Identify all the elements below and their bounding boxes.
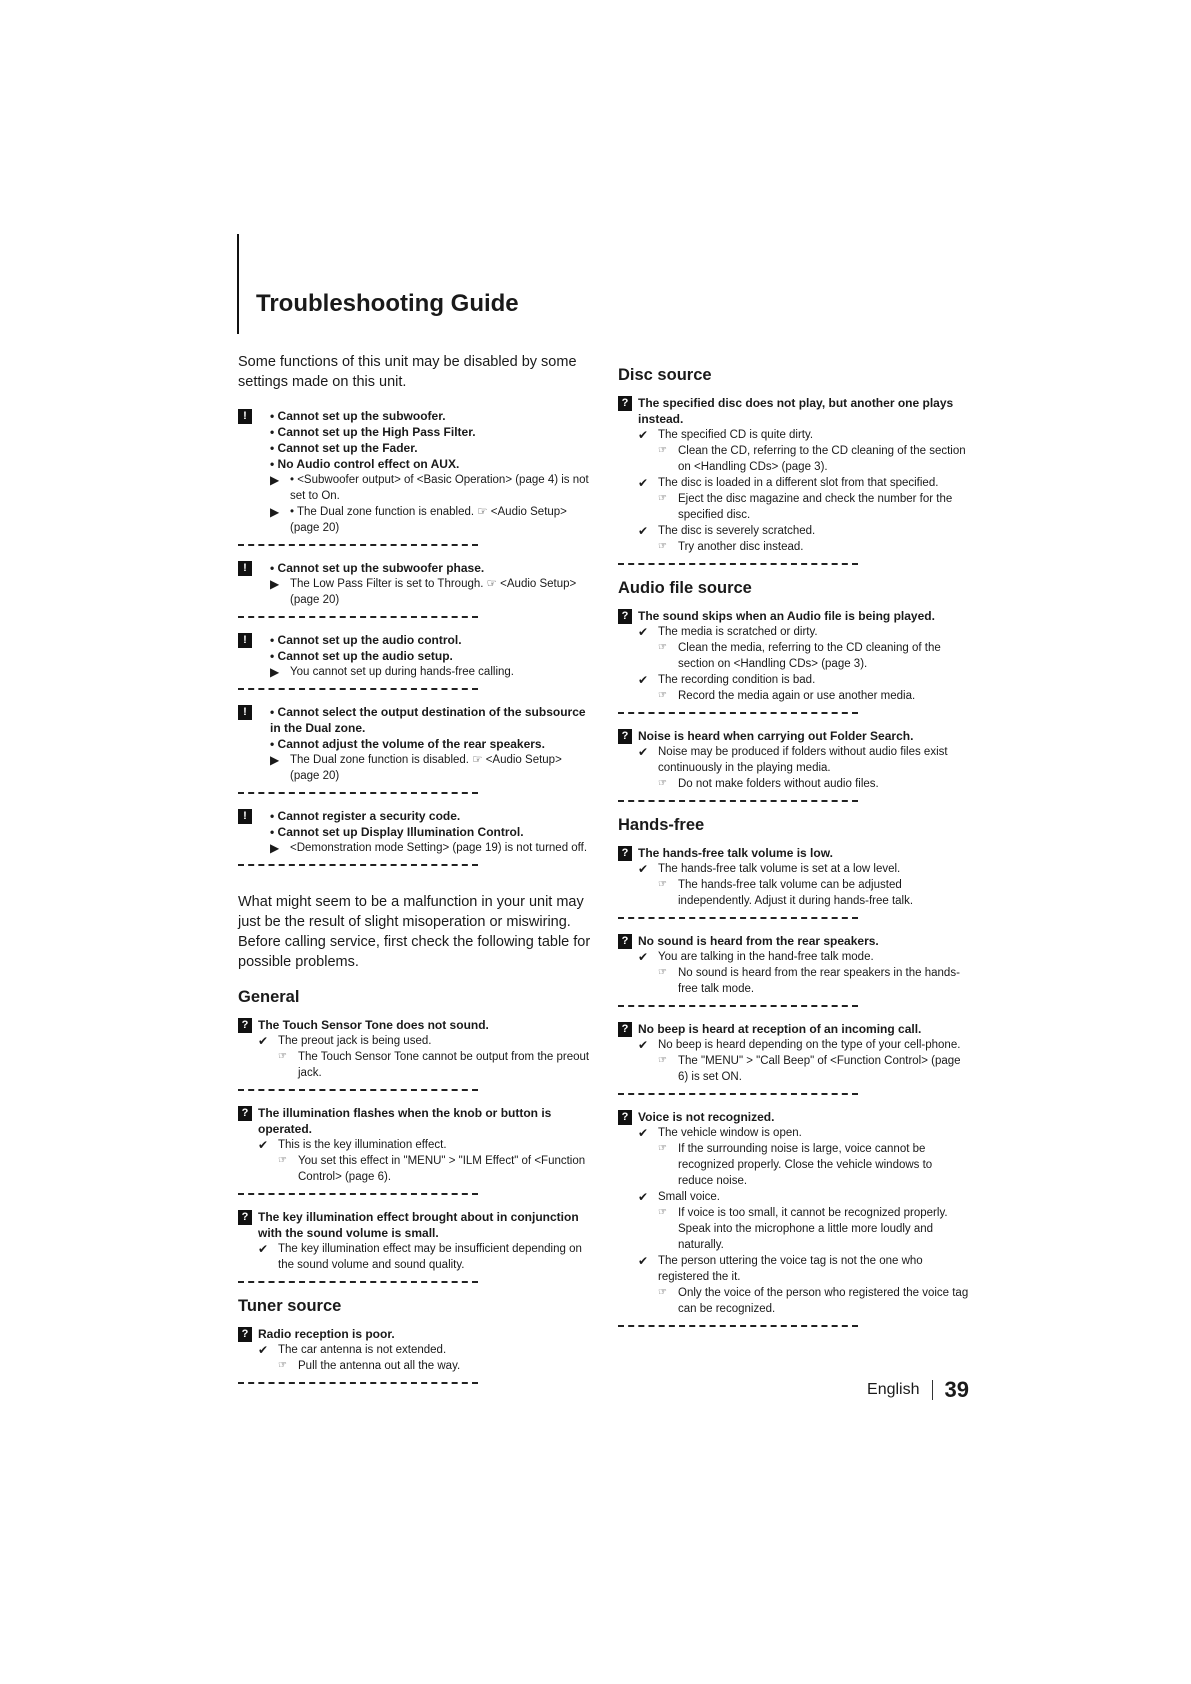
remedy-text: Pull the antenna out all the way. <box>298 1360 461 1372</box>
disabled-functions <box>238 408 593 866</box>
question-icon: ? <box>618 1110 632 1125</box>
pointing-hand-icon: ☞ <box>278 1155 287 1166</box>
remedy-text: Try another disc instead. <box>678 541 804 553</box>
remedy-text: If the surrounding noise is large, voice cannot be recognized properly. Close the vehicle windows to reduce noise. <box>678 1143 933 1187</box>
dashed-separator <box>238 544 478 546</box>
question-icon: ? <box>618 1022 632 1037</box>
page-number: 39 <box>944 1377 969 1402</box>
check-icon: ✔ <box>638 673 649 687</box>
remedy-line <box>638 1285 970 1317</box>
disabled-block <box>238 560 593 608</box>
cause-line <box>638 861 970 877</box>
problem-block <box>238 1209 593 1273</box>
remedy-text: Do not make folders without audio files. <box>678 778 879 790</box>
pointing-hand-icon: ☞ <box>278 1051 287 1062</box>
remedy-text: You set this effect in "MENU" > "ILM Effect" of <Function Control> (page 6). <box>298 1155 586 1183</box>
pointing-hand-icon: ☞ <box>658 1207 667 1218</box>
page-title: Troubleshooting Guide <box>256 290 519 317</box>
check-icon: ✔ <box>638 625 649 639</box>
pointing-hand-icon: ☞ <box>658 690 667 701</box>
disabled-item: • Cannot set up the Fader. <box>270 441 418 455</box>
check-icon: ✔ <box>638 524 649 538</box>
dashed-separator <box>618 1325 858 1327</box>
remedy-line <box>258 1358 593 1374</box>
problem-title: The sound skips when an Audio file is being played. <box>638 609 935 623</box>
cause-text: The hands-free talk volume is set at a low level. <box>658 863 901 875</box>
question-icon: ? <box>618 729 632 744</box>
cause-line <box>638 1125 970 1141</box>
exclamation-icon: ! <box>238 409 252 424</box>
pointing-hand-icon: ☞ <box>278 1360 287 1371</box>
dashed-separator <box>618 1093 858 1095</box>
disabled-intro: Some functions of this unit may be disabled by some settings made on this unit. <box>238 354 577 390</box>
disabled-item: • Cannot set up the subwoofer. <box>270 409 446 423</box>
section-title: Disc source <box>618 366 712 384</box>
pointing-hand-icon: ☞ <box>658 541 667 552</box>
question-icon: ? <box>618 846 632 861</box>
problem-title: The specified disc does not play, but another one plays instead. <box>638 396 954 426</box>
remedy-line <box>258 1049 593 1081</box>
cause-text: The vehicle window is open. <box>658 1127 802 1139</box>
check-icon: ✔ <box>638 1254 649 1268</box>
pointing-hand-icon: ☞ <box>658 445 667 456</box>
cause-text: The media is scratched or dirty. <box>658 626 818 638</box>
problem-block <box>618 1021 970 1085</box>
footer-language: English <box>867 1381 920 1399</box>
remedy-line <box>638 877 970 909</box>
remedy-text: Clean the CD, referring to the CD cleaning of the section on <Handling CDs> (page 3). <box>678 445 966 473</box>
cause-line <box>270 752 593 784</box>
problem-block <box>238 1326 593 1374</box>
left-column <box>238 352 593 1398</box>
dashed-separator <box>238 792 478 794</box>
dashed-separator <box>238 864 478 866</box>
remedy-line <box>638 688 970 704</box>
problem-title: Voice is not recognized. <box>638 1110 775 1124</box>
problem-block <box>618 845 970 909</box>
remedy-line <box>638 776 970 792</box>
dashed-separator <box>238 1382 478 1384</box>
remedy-text: Record the media again or use another media. <box>678 690 916 702</box>
arrow-icon: ▶ <box>270 665 280 679</box>
problem-block <box>618 728 970 792</box>
disabled-item: • Cannot register a security code. <box>270 809 461 823</box>
problem-block <box>618 608 970 704</box>
disabled-block <box>238 704 593 784</box>
cause-line <box>638 523 970 539</box>
dashed-separator <box>618 1005 858 1007</box>
dashed-separator <box>618 917 858 919</box>
cause-line <box>270 472 593 504</box>
remedy-line <box>638 1141 970 1189</box>
question-icon: ? <box>618 609 632 624</box>
cause-line <box>638 1037 970 1053</box>
pointing-hand-icon: ☞ <box>658 1287 667 1298</box>
check-icon: ✔ <box>638 1190 649 1204</box>
cause-line <box>638 744 970 776</box>
problem-title: No beep is heard at reception of an incoming call. <box>638 1022 922 1036</box>
page-footer <box>867 1377 969 1403</box>
cause-line <box>638 475 970 491</box>
remedy-line <box>638 965 970 997</box>
disabled-item: • No Audio control effect on AUX. <box>270 457 460 471</box>
cause-text: The specified CD is quite dirty. <box>658 429 814 441</box>
pointing-hand-icon: ☞ <box>658 1055 667 1066</box>
cause-line <box>638 949 970 965</box>
cause-line <box>638 672 970 688</box>
cause-line <box>270 576 593 608</box>
problem-title: The Touch Sensor Tone does not sound. <box>258 1018 489 1032</box>
cause-line <box>638 1189 970 1205</box>
problem-block <box>618 1109 970 1317</box>
exclamation-icon: ! <box>238 705 252 720</box>
pointing-hand-icon: ☞ <box>658 642 667 653</box>
remedy-line <box>638 539 970 555</box>
remedy-text: Only the voice of the person who registered the voice tag can be recognized. <box>678 1287 969 1315</box>
remedy-text: Clean the media, referring to the CD cleaning of the section on <Handling CDs> (page 3). <box>678 642 941 670</box>
check-icon: ✔ <box>638 1126 649 1140</box>
cause-line <box>270 664 593 680</box>
dashed-separator <box>238 688 478 690</box>
question-icon: ? <box>238 1210 252 1225</box>
cause-text: No beep is heard depending on the type of your cell-phone. <box>658 1039 961 1051</box>
remedy-text: Eject the disc magazine and check the number for the specified disc. <box>678 493 953 521</box>
cause-text: The car antenna is not extended. <box>278 1344 447 1356</box>
cause-text: <Demonstration mode Setting> (page 19) is not turned off. <box>290 842 588 854</box>
remedy-line <box>638 1205 970 1253</box>
cause-line <box>638 624 970 640</box>
disabled-item: • Cannot set up the subwoofer phase. <box>270 561 485 575</box>
dashed-separator <box>238 1089 478 1091</box>
cause-line <box>270 504 593 536</box>
cause-text: The disc is loaded in a different slot from that specified. <box>658 477 939 489</box>
section-title: Audio file source <box>618 579 752 597</box>
disabled-item: • Cannot set up Display Illumination Control. <box>270 825 524 839</box>
check-icon: ✔ <box>638 745 649 759</box>
question-icon: ? <box>238 1018 252 1033</box>
left-sections <box>238 988 593 1384</box>
right-column <box>618 352 970 1341</box>
cause-text: Small voice. <box>658 1191 720 1203</box>
check-icon: ✔ <box>258 1242 269 1256</box>
problem-block <box>618 395 970 555</box>
disabled-item: • Cannot set up the audio setup. <box>270 649 453 663</box>
check-icon: ✔ <box>638 428 649 442</box>
check-icon: ✔ <box>258 1034 269 1048</box>
exclamation-icon: ! <box>238 809 252 824</box>
check-icon: ✔ <box>638 950 649 964</box>
remedy-line <box>258 1153 593 1185</box>
dashed-separator <box>238 1281 478 1283</box>
problem-title: No sound is heard from the rear speakers. <box>638 934 879 948</box>
question-icon: ? <box>618 396 632 411</box>
question-icon: ? <box>238 1106 252 1121</box>
cause-text: • The Dual zone function is enabled. ☞ <Audio Setup> (page 20) <box>290 506 567 534</box>
exclamation-icon: ! <box>238 633 252 648</box>
check-icon: ✔ <box>638 1038 649 1052</box>
pointing-hand-icon: ☞ <box>658 778 667 789</box>
disabled-item: • Cannot set up the High Pass Filter. <box>270 425 476 439</box>
pointing-hand-icon: ☞ <box>658 879 667 890</box>
remedy-line <box>638 640 970 672</box>
cause-text: The recording condition is bad. <box>658 674 816 686</box>
cause-line <box>258 1342 593 1358</box>
remedy-text: If voice is too small, it cannot be recognized properly. Speak into the microphone a little more loudly and naturally. <box>678 1207 948 1251</box>
cause-text: Noise may be produced if folders without audio files exist continuously in the playing media. <box>658 746 948 774</box>
cause-line <box>258 1033 593 1049</box>
cause-line <box>638 1253 970 1285</box>
cause-text: The person uttering the voice tag is not the one who registered the it. <box>658 1255 923 1283</box>
cause-text: You are talking in the hand-free talk mode. <box>658 951 874 963</box>
cause-text: The key illumination effect may be insufficient depending on the sound volume and sound quality. <box>278 1243 582 1271</box>
exclamation-icon: ! <box>238 561 252 576</box>
dashed-separator <box>238 616 478 618</box>
question-icon: ? <box>618 934 632 949</box>
dashed-separator <box>618 800 858 802</box>
cause-text: The disc is severely scratched. <box>658 525 816 537</box>
remedy-line <box>638 443 970 475</box>
malfunction-intro: What might seem to be a malfunction in your unit may just be the result of slight misoperation or miswiring. Before calling service, first check the following table for possible problems. <box>238 894 591 970</box>
section-title: Hands-free <box>618 816 705 834</box>
problem-title: The illumination flashes when the knob or button is operated. <box>258 1106 552 1136</box>
remedy-text: The Touch Sensor Tone cannot be output from the preout jack. <box>298 1051 590 1079</box>
cause-line <box>270 840 593 856</box>
dashed-separator <box>618 712 858 714</box>
pointing-hand-icon: ☞ <box>658 1143 667 1154</box>
problem-title: The hands-free talk volume is low. <box>638 846 833 860</box>
pointing-hand-icon: ☞ <box>658 967 667 978</box>
problem-title: Noise is heard when carrying out Folder Search. <box>638 729 914 743</box>
cause-text: The Low Pass Filter is set to Through. ☞ <Audio Setup> (page 20) <box>290 578 577 606</box>
cause-text: You cannot set up during hands-free calling. <box>290 666 514 678</box>
dashed-separator <box>238 1193 478 1195</box>
arrow-icon: ▶ <box>270 753 280 767</box>
remedy-text: The "MENU" > "Call Beep" of <Function Control> (page 6) is set ON. <box>678 1055 961 1083</box>
problem-block <box>618 933 970 997</box>
section-title: Tuner source <box>238 1297 342 1315</box>
arrow-icon: ▶ <box>270 577 280 591</box>
dashed-separator <box>618 563 858 565</box>
disabled-item: • Cannot adjust the volume of the rear speakers. <box>270 737 545 751</box>
disabled-item: • Cannot set up the audio control. <box>270 633 462 647</box>
problem-title: The key illumination effect brought about in conjunction with the sound volume is small. <box>258 1210 579 1240</box>
cause-line <box>258 1137 593 1153</box>
pointing-hand-icon: ☞ <box>658 493 667 504</box>
problem-block <box>238 1105 593 1185</box>
disabled-block <box>238 408 593 536</box>
disabled-block <box>238 808 593 856</box>
cause-text: This is the key illumination effect. <box>278 1139 447 1151</box>
title-rule <box>237 234 239 334</box>
cause-line <box>638 427 970 443</box>
check-icon: ✔ <box>638 476 649 490</box>
cause-text: The Dual zone function is disabled. ☞ <Audio Setup> (page 20) <box>290 754 562 782</box>
disabled-block <box>238 632 593 680</box>
remedy-line <box>638 491 970 523</box>
question-icon: ? <box>238 1327 252 1342</box>
arrow-icon: ▶ <box>270 505 280 519</box>
arrow-icon: ▶ <box>270 473 280 487</box>
problem-title: Radio reception is poor. <box>258 1327 395 1341</box>
cause-line <box>258 1241 593 1273</box>
check-icon: ✔ <box>258 1343 269 1357</box>
cause-text: The preout jack is being used. <box>278 1035 432 1047</box>
disabled-item: • Cannot select the output destination of the subsource in the Dual zone. <box>270 705 586 735</box>
arrow-icon: ▶ <box>270 841 280 855</box>
right-sections <box>618 366 970 1327</box>
cause-text: • <Subwoofer output> of <Basic Operation> (page 4) is not set to On. <box>290 474 589 502</box>
section-title: General <box>238 988 300 1006</box>
footer-divider <box>932 1380 933 1400</box>
remedy-line <box>638 1053 970 1085</box>
problem-block <box>238 1017 593 1081</box>
remedy-text: The hands-free talk volume can be adjusted independently. Adjust it during hands-free talk. <box>678 879 914 907</box>
remedy-text: No sound is heard from the rear speakers in the hands-free talk mode. <box>678 967 960 995</box>
check-icon: ✔ <box>638 862 649 876</box>
check-icon: ✔ <box>258 1138 269 1152</box>
